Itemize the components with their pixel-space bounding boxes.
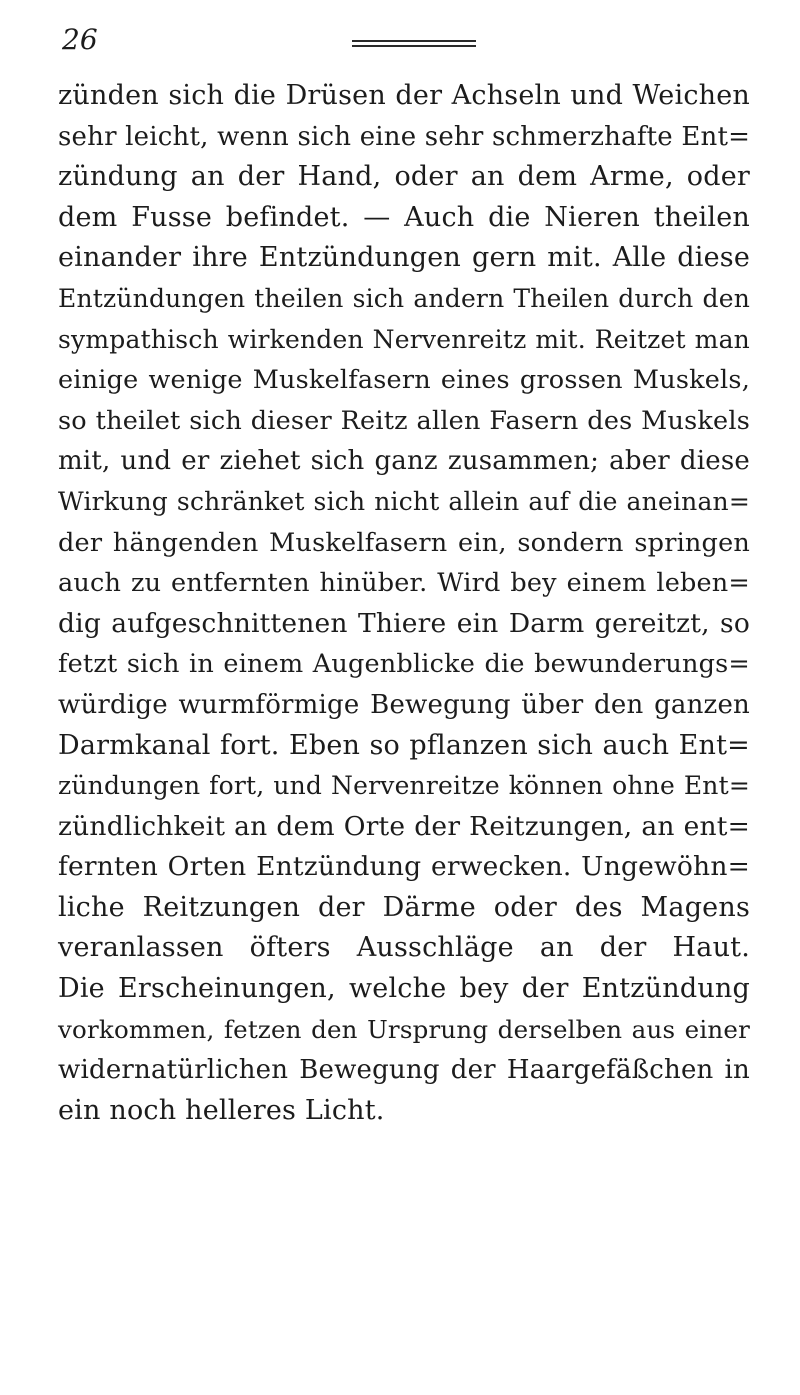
- page-number: 26: [62, 23, 98, 56]
- text-line: sehr leicht, wenn sich eine sehr schmerzhafte Ent=: [58, 121, 751, 152]
- text-line: dig aufgeschnittenen Thiere ein Darm gereitzt, so: [58, 607, 750, 639]
- text-line: der hängenden Muskelfasern ein, sondern springen: [58, 527, 750, 558]
- text-line: zündungen fort, und Nervenreitze können ohne Ent=: [58, 771, 750, 801]
- text-line: auch zu entfernten hinüber. Wird bey einem leben=: [58, 568, 750, 599]
- header-rule: [352, 40, 476, 48]
- text-line: fetzt sich in einem Augenblicke die bewunderungs=: [58, 649, 750, 680]
- text-line: vorkommen, fetzen den Ursprung derselben aus einer: [58, 1014, 750, 1044]
- page-header: [62, 18, 742, 62]
- text-line: Darmkanal fort. Eben so pflanzen sich auch Ent=: [58, 729, 750, 761]
- text-line: Entzündungen theilen sich andern Theilen durch den: [58, 283, 750, 313]
- text-line: zünden sich die Drüsen der Achseln und Weichen: [58, 80, 750, 111]
- text-line: sympathisch wirkenden Nervenreitz mit. Reitzet man: [58, 324, 750, 354]
- text-line: zündlichkeit an dem Orte der Reitzungen, an ent=: [58, 810, 750, 842]
- text-line: Die Erscheinungen, welche bey der Entzündung: [58, 973, 750, 1005]
- text-line: einige wenige Muskelfasern eines grossen Muskels,: [58, 365, 750, 396]
- text-line: zündung an der Hand, oder an dem Arme, oder: [58, 161, 750, 193]
- text-line: einander ihre Entzündungen gern mit. Alle diese: [58, 242, 750, 274]
- text-line: widernatürlichen Bewegung der Haargefäßchen in: [58, 1055, 750, 1086]
- text-line: so theilet sich dieser Reitz allen Fasern des Muskels: [58, 405, 750, 436]
- body-text: [58, 76, 750, 1131]
- text-line: fernten Orten Entzündung erwecken. Ungewöhn=: [58, 851, 750, 883]
- text-line: Wirkung schränket sich nicht allein auf die aneinan=: [58, 486, 750, 516]
- text-line: dem Fusse befindet. — Auch die Nieren theilen: [58, 201, 750, 233]
- text-line: veranlassen öfters Ausschläge an der Haut.: [58, 932, 750, 964]
- text-line: liche Reitzungen der Därme oder des Magens: [58, 891, 750, 923]
- text-line: würdige wurmförmige Bewegung über den ganzen: [58, 689, 750, 720]
- text-line: ein noch helleres Licht.: [58, 1094, 385, 1126]
- text-line: mit, und er ziehet sich ganz zusammen; aber diese: [58, 446, 750, 477]
